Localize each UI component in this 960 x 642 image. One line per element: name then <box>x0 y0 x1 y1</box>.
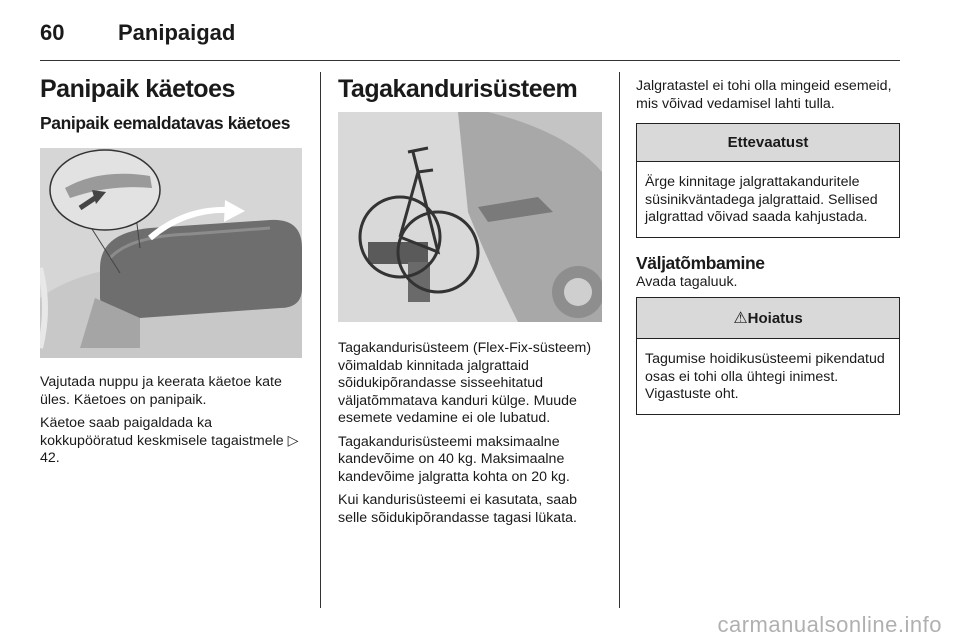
carrier-drawing <box>338 112 602 322</box>
warning-header <box>637 298 899 339</box>
caution-notice <box>636 123 900 238</box>
warning-body: Tagumise hoidikusüsteemi pikendatud osas ei tohi olla ühtegi inimest. Vigastuste oht. <box>645 351 885 402</box>
watermark: carmanualsonline.info <box>717 612 942 637</box>
armrest-illustration <box>40 148 302 358</box>
header-rule <box>40 60 900 61</box>
page-header <box>40 12 900 60</box>
bicycle-items-paragraph: Jalgratastel ei tohi olla mingeid esemeid, mis võivad vedamisel lahti tulla. <box>636 78 892 112</box>
armrest-drawing <box>40 148 302 358</box>
column-notices <box>636 74 900 415</box>
column-carrier <box>338 74 602 533</box>
pull-out-paragraph: Avada tagaluuk. <box>636 273 738 290</box>
carrier-paragraph-2: Tagakandurisüsteemi maksimaalne kandevõime on 40 kg. Maksimaalne kandevõime jalgratta kohta on 20 kg. <box>338 433 570 485</box>
warning-triangle-icon: ⚠ <box>733 310 748 327</box>
section-title: Panipaigad <box>118 20 236 45</box>
carrier-paragraph-3: Kui kandurisüsteemi ei kasutata, saab selle sõidukipõrandasse tagasi lükata. <box>338 492 577 526</box>
pull-out-subtitle: Väljatõmbamine <box>636 252 765 273</box>
armrest-subtitle: Panipaik eemaldatavas käetoes <box>40 113 291 133</box>
column-divider-2 <box>619 72 620 608</box>
armrest-paragraph-1: Vajutada nuppu ja keerata käetoe kate üles. Käetoes on panipaik. <box>40 374 282 408</box>
bicycle-carrier-illustration <box>338 112 602 322</box>
caution-title: Ettevaatust <box>637 124 899 162</box>
carrier-paragraph-1: Tagakandurisüsteem (Flex-Fix-süsteem) võimaldab kinnitada jalgrattaid sõidukipõrandasse sisseehitatud väljatõmmatava kanduri külge. Muude esemete vedamine ei ole lubatud. <box>338 340 592 426</box>
column-armrest <box>40 74 302 474</box>
carrier-title: Tagakandurisüsteem <box>338 75 578 103</box>
armrest-title: Panipaik käetoes <box>40 75 235 103</box>
armrest-paragraph-2: Käetoe saab paigaldada ka kokkupööratud keskmisele tagaistmele ▷ 42. <box>40 415 299 466</box>
column-divider-1 <box>320 72 321 608</box>
caution-body: Ärge kinnitage jalgrattakanduritele süsinikväntadega jalgrattaid. Sellised jalgrattad võivad saada kahjustada. <box>645 174 878 225</box>
warning-notice <box>636 297 900 415</box>
page-number: 60 <box>40 20 65 45</box>
warning-title: Hoiatus <box>747 310 803 327</box>
